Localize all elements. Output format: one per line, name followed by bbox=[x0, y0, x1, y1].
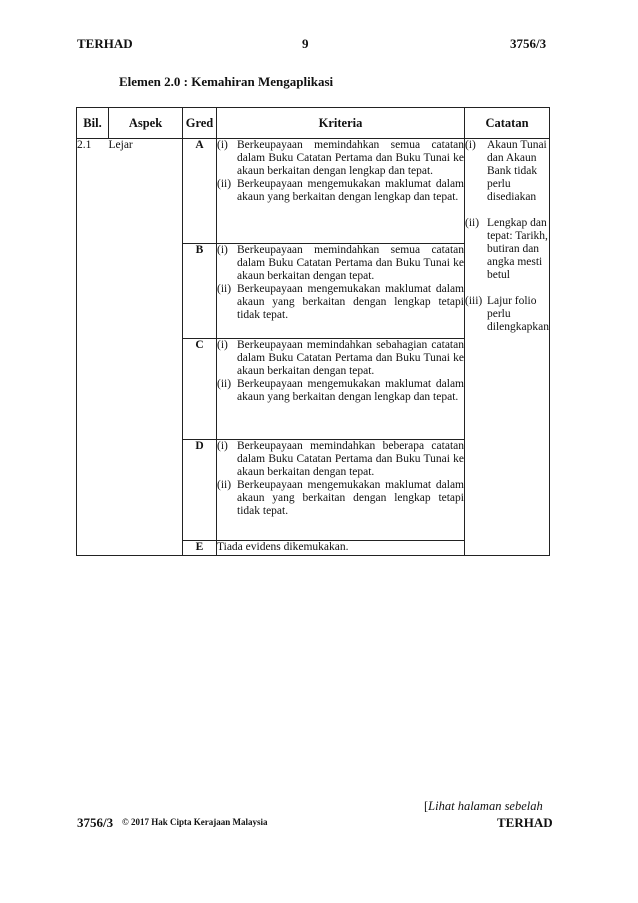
criterion-item: (i) Berkeupayaan memindahkan semua catatan dalam Buku Catatan Pertama dan Buku Tunai ke akaun berkaitan dengan lengkap dan tepat. bbox=[217, 139, 464, 177]
column-header-bil: Bil. bbox=[77, 108, 109, 139]
criteria-cell bbox=[217, 139, 465, 244]
note-item: (i) Akaun Tunai dan Akaun Bank tidak perlu disediakan bbox=[465, 139, 547, 203]
criterion-item: (i) Berkeupayaan memindahkan semua catatan dalam Buku Catatan Pertama dan Buku Tunai ke akaun berkaitan dengan tepat. bbox=[217, 244, 464, 282]
catatan-cell bbox=[465, 139, 550, 556]
header-classification: TERHAD bbox=[77, 36, 133, 51]
page-number: 9 bbox=[302, 36, 309, 51]
criterion-item: (i) Berkeupayaan memindahkan beberapa catatan dalam Buku Catatan Pertama dan Buku Tunai ke akaun berkaitan dengan tepat. bbox=[217, 440, 464, 478]
grade-cell: E bbox=[183, 541, 217, 556]
grade-cell: A bbox=[183, 139, 217, 244]
note-item: (ii) Lengkap dan tepat: Tarikh, butiran dan angka mesti betul bbox=[465, 217, 548, 281]
column-header-kriteria: Kriteria bbox=[217, 108, 465, 139]
criterion-item: (ii) Berkeupayaan mengemukakan maklumat dalam akaun yang berkaitan dengan lengkap tetapi tidak tepat. bbox=[217, 283, 464, 321]
criteria-cell bbox=[217, 440, 465, 541]
footer-paper-code: 3756/3 bbox=[77, 815, 114, 830]
grade-cell: D bbox=[183, 440, 217, 541]
column-header-catatan: Catatan bbox=[465, 108, 550, 139]
grade-cell: B bbox=[183, 244, 217, 339]
grade-cell: C bbox=[183, 339, 217, 440]
table-header-row bbox=[77, 108, 550, 139]
criterion-text: Tiada evidens dikemukakan. bbox=[217, 541, 349, 553]
note-item: (iii) Lajur folio perlu dilengkapkan bbox=[465, 295, 549, 333]
criterion-item: (ii) Berkeupayaan mengemukakan maklumat dalam akaun yang berkaitan dengan lengkap dan tepat. bbox=[217, 178, 464, 203]
aspek-cell: Lejar bbox=[109, 139, 183, 556]
criterion-item: (ii) Berkeupayaan mengemukakan maklumat dalam akaun yang berkaitan dengan lengkap dan tepat. bbox=[217, 378, 464, 403]
element-title: Elemen 2.0 : Kemahiran Mengaplikasi bbox=[119, 74, 334, 89]
column-header-aspek: Aspek bbox=[109, 108, 183, 139]
criterion-item: (i) Berkeupayaan memindahkan sebahagian catatan dalam Buku Catatan Pertama dan Buku Tunai ke akaun berkaitan dengan tepat. bbox=[217, 339, 464, 377]
footer-classification: TERHAD bbox=[497, 815, 553, 830]
rubric-table bbox=[76, 107, 550, 556]
table-row bbox=[77, 139, 550, 244]
next-page-hint: [Lihat halaman sebelah bbox=[424, 799, 543, 813]
column-header-gred: Gred bbox=[183, 108, 217, 139]
criteria-cell bbox=[217, 339, 465, 440]
criteria-cell bbox=[217, 541, 465, 556]
criteria-cell bbox=[217, 244, 465, 339]
header-paper-code: 3756/3 bbox=[510, 36, 547, 51]
footer-copyright: © 2017 Hak Cipta Kerajaan Malaysia bbox=[122, 817, 268, 827]
bil-cell: 2.1 bbox=[77, 139, 109, 556]
criterion-item: (ii) Berkeupayaan mengemukakan maklumat dalam akaun yang berkaitan dengan lengkap tetapi tidak tepat. bbox=[217, 479, 464, 517]
